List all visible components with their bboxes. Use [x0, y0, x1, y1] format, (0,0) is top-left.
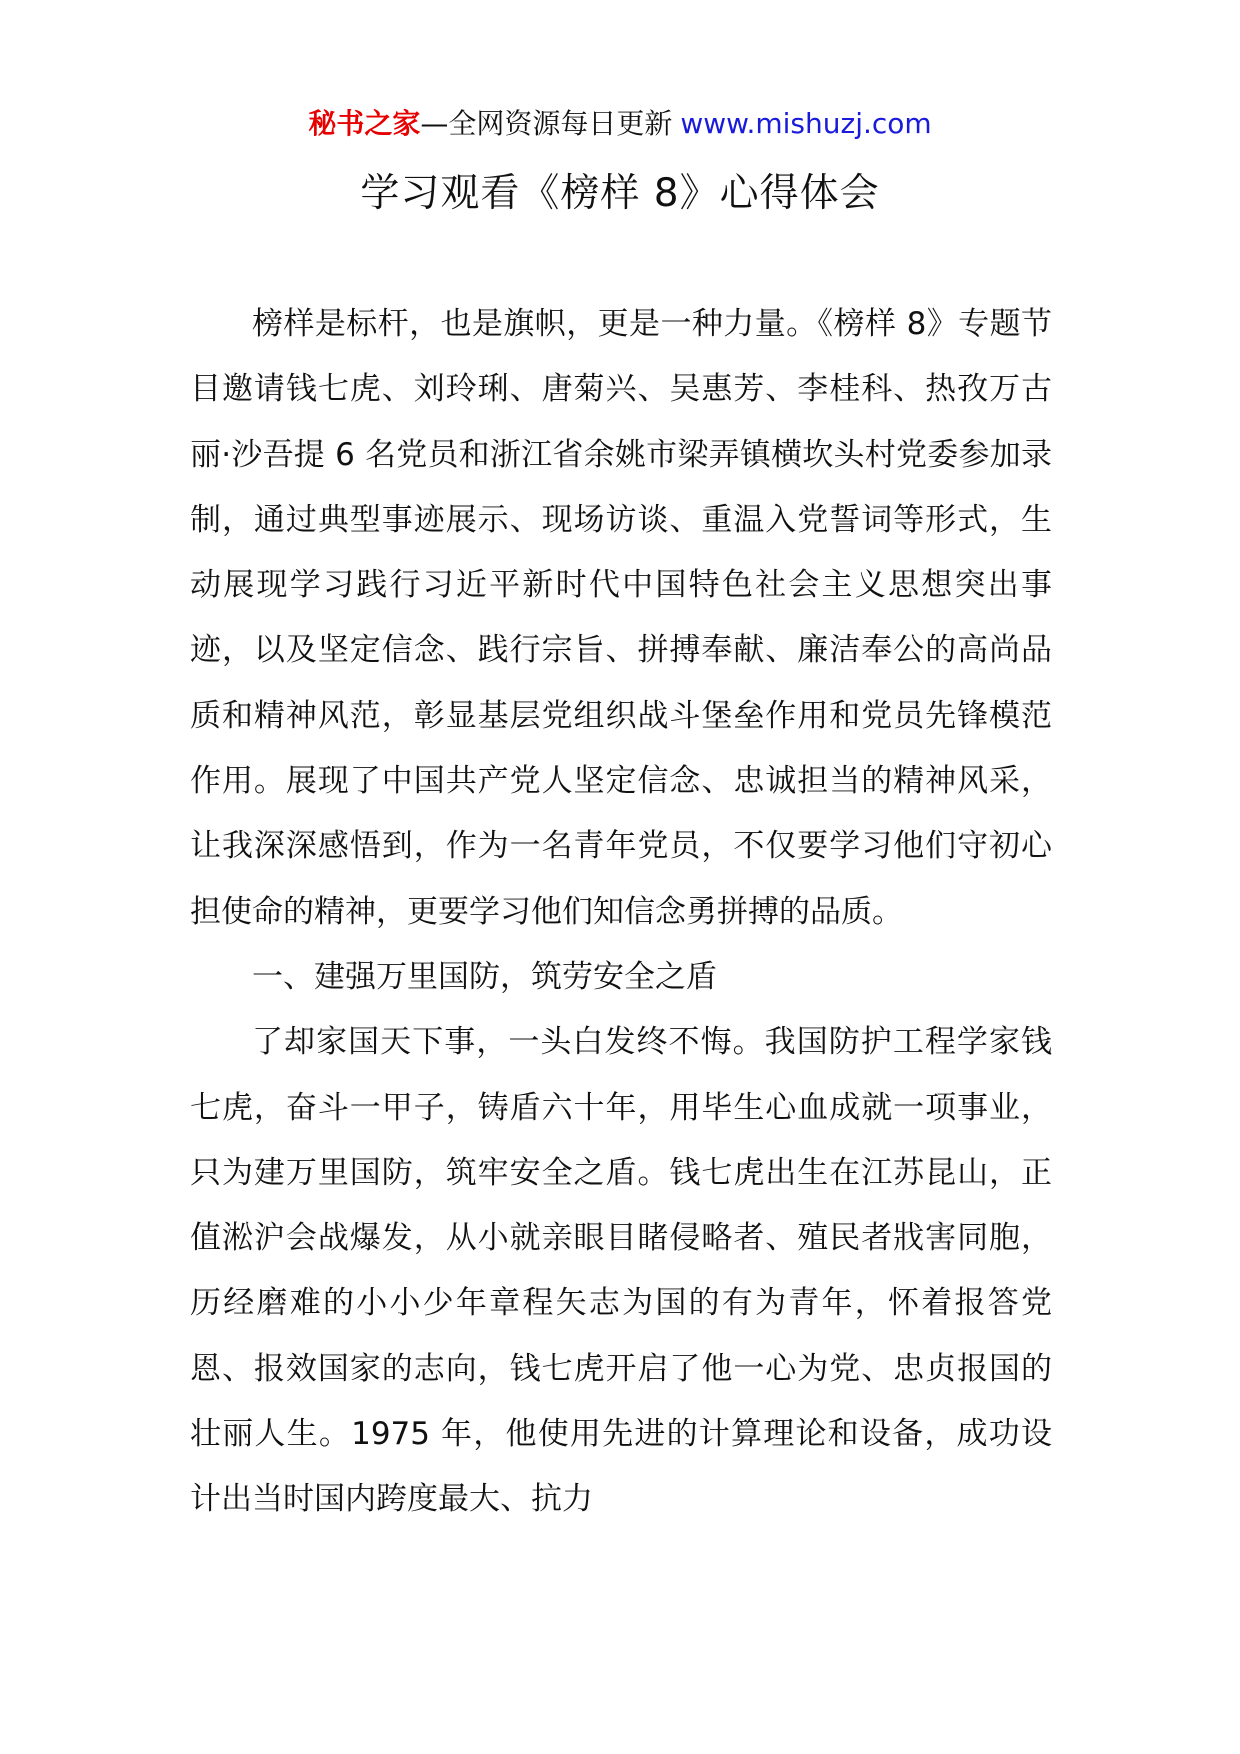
- body-paragraph: 了却家国天下事，一头白发终不悔。我国防护工程学家钱七虎，奋斗一甲子，铸盾六十年，用毕生心血成就一项事业，只为建万里国防，筑牢安全之盾。钱七虎出生在江苏昆山，正值淞沪会战爆发，从小就亲眼目睹侵略者、殖民者戕害同胞，历经磨难的小小少年章程矢志为国的有为青年，怀着报答党恩、报效国家的志向，钱七虎开启了他一心为党、忠贞报国的壮丽人生。1975 年，他使用先进的计算理论和设备，成功设计出当时国内跨度最大、抗力: [190, 1024, 1052, 1518]
- site-url-link[interactable]: www.mishuzj.com: [680, 107, 932, 140]
- document-body: [190, 292, 1052, 1533]
- section-heading: 一、建强万里国防，筑劳安全之盾: [252, 958, 717, 995]
- document-title: 学习观看《榜样 8》心得体会: [360, 171, 880, 216]
- site-tagline: —全网资源每日更新: [420, 107, 673, 140]
- site-header: [0, 104, 1240, 144]
- site-brand: 秘书之家: [308, 107, 421, 140]
- intro-paragraph: 榜样是标杆，也是旗帜，更是一种力量。《榜样 8》专题节目邀请钱七虎、刘玲琍、唐菊兴、吴惠芳、李桂科、热孜万古丽·沙吾提 6 名党员和浙江省余姚市梁弄镇横坎头村党委参加录制，通过典型事迹展示、现场访谈、重温入党誓词等形式，生动展现学习践行习近平新时代中国特色社会主义思想突出事迹，以及坚定信念、践行宗旨、拼搏奉献、廉洁奉公的高尚品质和精神风范，彰显基层党组织战斗堡垒作用和党员先锋模范作用。展现了中国共产党人坚定信念、忠诚担当的精神风采，让我深深感悟到，作为一名青年党员，不仅要学习他们守初心担使命的精神，更要学习他们知信念勇拼搏的品质。: [190, 306, 1052, 930]
